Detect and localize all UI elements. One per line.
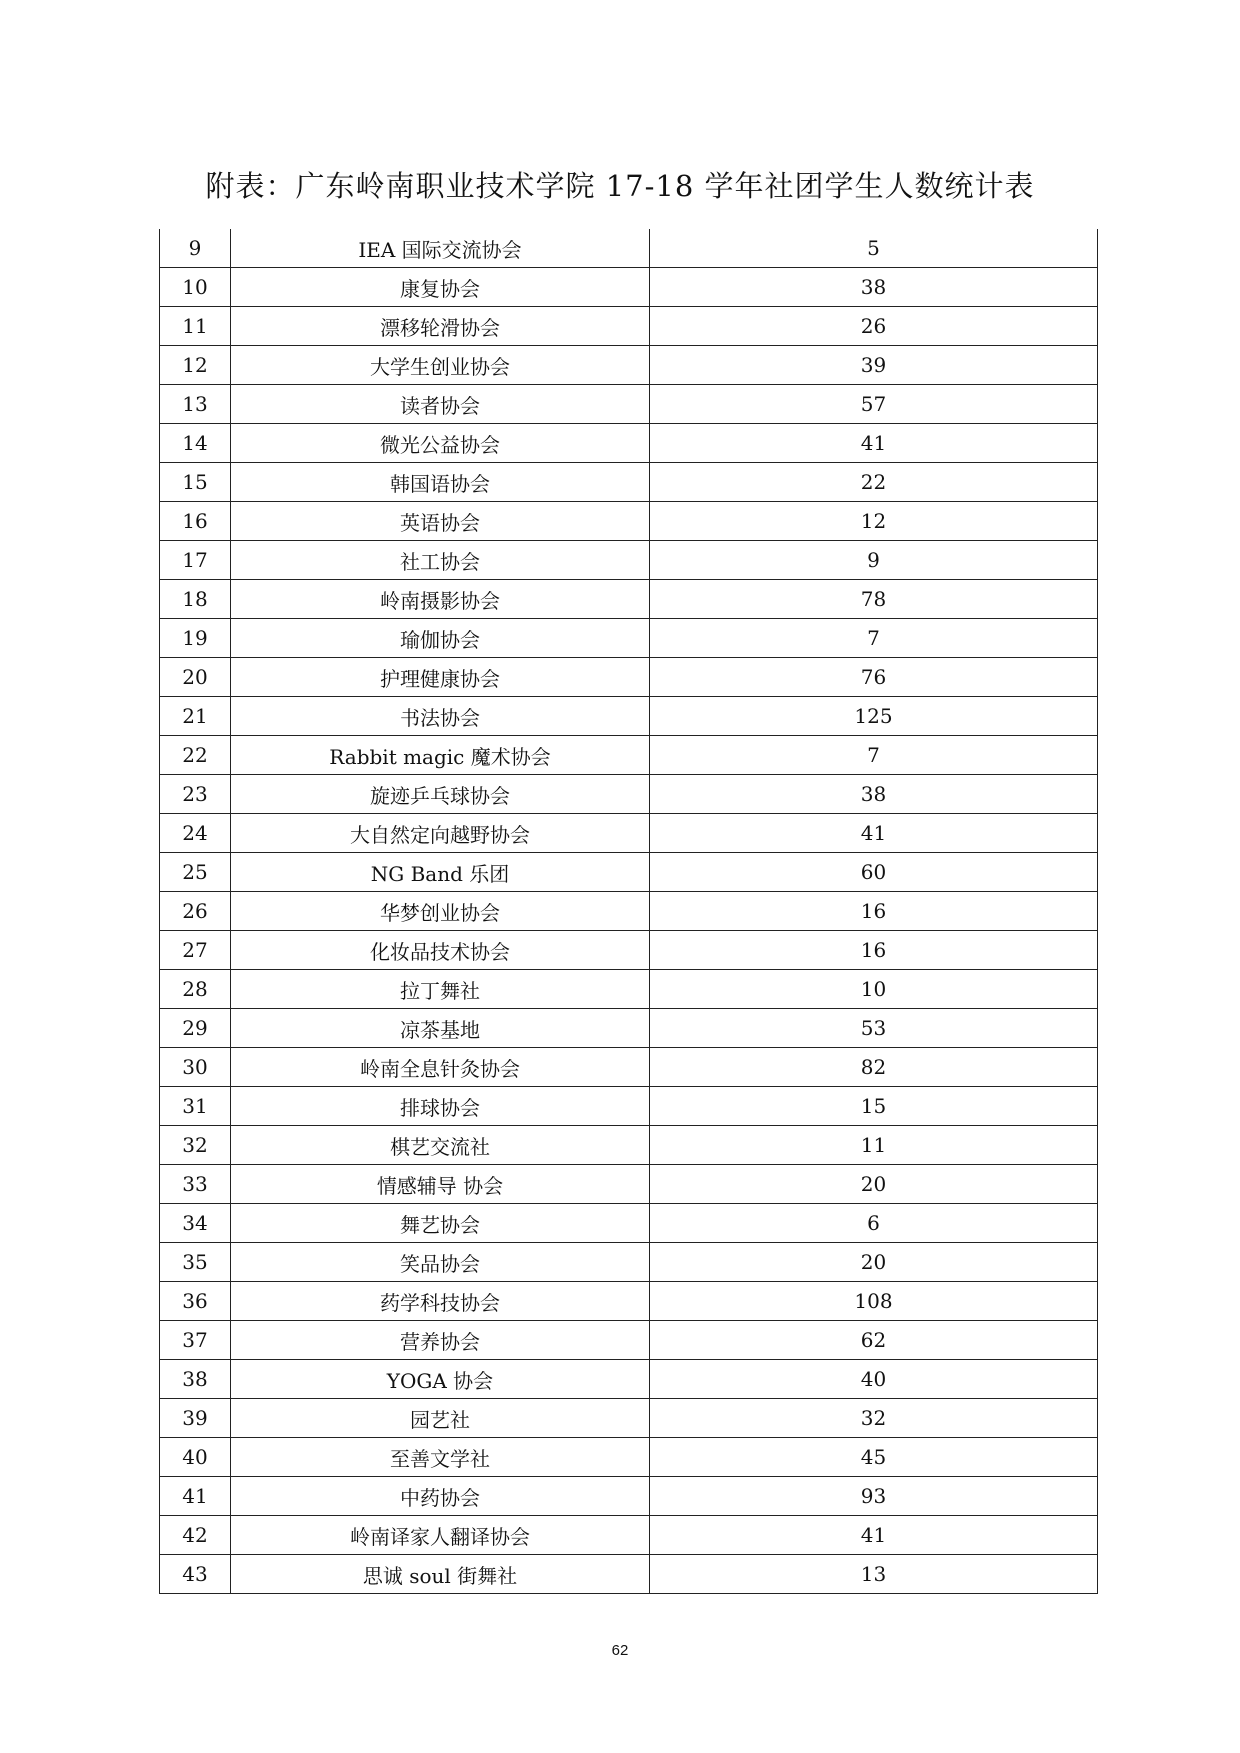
row-number-cell: 37 (160, 1321, 231, 1360)
row-number-cell: 27 (160, 931, 231, 970)
club-name-cell: IEA 国际交流协会 (231, 229, 650, 268)
club-name-cell: 韩国语协会 (231, 463, 650, 502)
member-count-cell: 32 (650, 1399, 1098, 1438)
row-number-cell: 24 (160, 814, 231, 853)
row-number-cell: 35 (160, 1243, 231, 1282)
table-row (160, 814, 1098, 853)
club-name-cell: NG Band 乐团 (231, 853, 650, 892)
club-name-cell: 护理健康协会 (231, 658, 650, 697)
member-count-cell: 57 (650, 385, 1098, 424)
table-row (160, 1360, 1098, 1399)
row-number-cell: 13 (160, 385, 231, 424)
table-row (160, 931, 1098, 970)
table-row (160, 1243, 1098, 1282)
member-count-cell: 38 (650, 268, 1098, 307)
member-count-cell: 11 (650, 1126, 1098, 1165)
member-count-cell: 38 (650, 775, 1098, 814)
page-number: 62 (611, 1642, 629, 1659)
row-number-cell: 18 (160, 580, 231, 619)
club-name-cell: 华梦创业协会 (231, 892, 650, 931)
page-title: 附表：广东岭南职业技术学院 17-18 学年社团学生人数统计表 (205, 169, 1035, 203)
member-count-cell: 40 (650, 1360, 1098, 1399)
row-number-cell: 22 (160, 736, 231, 775)
club-name-cell: Rabbit magic 魔术协会 (231, 736, 650, 775)
row-number-cell: 30 (160, 1048, 231, 1087)
row-number-cell: 20 (160, 658, 231, 697)
table-row (160, 775, 1098, 814)
club-name-cell: 瑜伽协会 (231, 619, 650, 658)
club-name-cell: 化妆品技术协会 (231, 931, 650, 970)
row-number-cell: 32 (160, 1126, 231, 1165)
row-number-cell: 17 (160, 541, 231, 580)
row-number-cell: 9 (160, 229, 231, 268)
club-name-cell: 康复协会 (231, 268, 650, 307)
table-row (160, 892, 1098, 931)
table-row (160, 541, 1098, 580)
member-count-cell: 108 (650, 1282, 1098, 1321)
member-count-cell: 45 (650, 1438, 1098, 1477)
row-number-cell: 12 (160, 346, 231, 385)
row-number-cell: 42 (160, 1516, 231, 1555)
row-number-cell: 10 (160, 268, 231, 307)
club-name-cell: 拉丁舞社 (231, 970, 650, 1009)
row-number-cell: 39 (160, 1399, 231, 1438)
row-number-cell: 11 (160, 307, 231, 346)
table-row (160, 853, 1098, 892)
member-count-cell: 62 (650, 1321, 1098, 1360)
table-row (160, 1087, 1098, 1126)
club-name-cell: 思诚 soul 街舞社 (231, 1555, 650, 1594)
table-row (160, 385, 1098, 424)
row-number-cell: 34 (160, 1204, 231, 1243)
club-name-cell: 舞艺协会 (231, 1204, 650, 1243)
member-count-cell: 78 (650, 580, 1098, 619)
row-number-cell: 15 (160, 463, 231, 502)
row-number-cell: 16 (160, 502, 231, 541)
table-row (160, 229, 1098, 268)
table-row (160, 1555, 1098, 1594)
table-row (160, 580, 1098, 619)
member-count-cell: 16 (650, 931, 1098, 970)
club-name-cell: 微光公益协会 (231, 424, 650, 463)
member-count-cell: 22 (650, 463, 1098, 502)
member-count-cell: 15 (650, 1087, 1098, 1126)
table-row (160, 1516, 1098, 1555)
table-body (160, 229, 1098, 1594)
member-count-cell: 41 (650, 814, 1098, 853)
row-number-cell: 43 (160, 1555, 231, 1594)
table-row (160, 658, 1098, 697)
club-name-cell: 社工协会 (231, 541, 650, 580)
member-count-cell: 7 (650, 619, 1098, 658)
member-count-cell: 20 (650, 1165, 1098, 1204)
member-count-cell: 60 (650, 853, 1098, 892)
row-number-cell: 28 (160, 970, 231, 1009)
club-name-cell: 排球协会 (231, 1087, 650, 1126)
member-count-cell: 41 (650, 424, 1098, 463)
table-row (160, 502, 1098, 541)
member-count-cell: 10 (650, 970, 1098, 1009)
row-number-cell: 19 (160, 619, 231, 658)
club-name-cell: 岭南译家人翻译协会 (231, 1516, 650, 1555)
table-row (160, 424, 1098, 463)
club-name-cell: 棋艺交流社 (231, 1126, 650, 1165)
row-number-cell: 23 (160, 775, 231, 814)
table-row (160, 697, 1098, 736)
club-name-cell: 笑品协会 (231, 1243, 650, 1282)
member-count-cell: 20 (650, 1243, 1098, 1282)
club-name-cell: 中药协会 (231, 1477, 650, 1516)
member-count-cell: 41 (650, 1516, 1098, 1555)
club-name-cell: 旋迹乒乓球协会 (231, 775, 650, 814)
member-count-cell: 93 (650, 1477, 1098, 1516)
club-name-cell: 岭南全息针灸协会 (231, 1048, 650, 1087)
member-count-cell: 76 (650, 658, 1098, 697)
member-count-cell: 7 (650, 736, 1098, 775)
row-number-cell: 40 (160, 1438, 231, 1477)
member-count-cell: 6 (650, 1204, 1098, 1243)
table-row (160, 307, 1098, 346)
row-number-cell: 21 (160, 697, 231, 736)
row-number-cell: 31 (160, 1087, 231, 1126)
member-count-cell: 9 (650, 541, 1098, 580)
club-name-cell: 读者协会 (231, 385, 650, 424)
table-row (160, 268, 1098, 307)
club-name-cell: 凉茶基地 (231, 1009, 650, 1048)
row-number-cell: 33 (160, 1165, 231, 1204)
row-number-cell: 41 (160, 1477, 231, 1516)
row-number-cell: 25 (160, 853, 231, 892)
club-name-cell: 营养协会 (231, 1321, 650, 1360)
member-count-cell: 13 (650, 1555, 1098, 1594)
club-name-cell: 大自然定向越野协会 (231, 814, 650, 853)
club-name-cell: 书法协会 (231, 697, 650, 736)
club-name-cell: 英语协会 (231, 502, 650, 541)
club-name-cell: YOGA 协会 (231, 1360, 650, 1399)
club-name-cell: 岭南摄影协会 (231, 580, 650, 619)
club-name-cell: 大学生创业协会 (231, 346, 650, 385)
row-number-cell: 38 (160, 1360, 231, 1399)
member-count-cell: 82 (650, 1048, 1098, 1087)
row-number-cell: 26 (160, 892, 231, 931)
table-row (160, 346, 1098, 385)
table-row (160, 736, 1098, 775)
row-number-cell: 14 (160, 424, 231, 463)
row-number-cell: 29 (160, 1009, 231, 1048)
member-count-cell: 26 (650, 307, 1098, 346)
member-count-cell: 125 (650, 697, 1098, 736)
club-name-cell: 漂移轮滑协会 (231, 307, 650, 346)
club-statistics-table (159, 229, 1098, 1594)
club-name-cell: 情感辅导 协会 (231, 1165, 650, 1204)
table-row (160, 1009, 1098, 1048)
club-name-cell: 园艺社 (231, 1399, 650, 1438)
club-name-cell: 药学科技协会 (231, 1282, 650, 1321)
member-count-cell: 5 (650, 229, 1098, 268)
row-number-cell: 36 (160, 1282, 231, 1321)
club-name-cell: 至善文学社 (231, 1438, 650, 1477)
table-row (160, 1204, 1098, 1243)
table-row (160, 1165, 1098, 1204)
table-row (160, 619, 1098, 658)
member-count-cell: 39 (650, 346, 1098, 385)
table-row (160, 1126, 1098, 1165)
table-row (160, 1282, 1098, 1321)
member-count-cell: 16 (650, 892, 1098, 931)
table-row (160, 1048, 1098, 1087)
table-row (160, 1399, 1098, 1438)
table-row (160, 1438, 1098, 1477)
table-row (160, 463, 1098, 502)
table-row (160, 1321, 1098, 1360)
member-count-cell: 53 (650, 1009, 1098, 1048)
table-row (160, 1477, 1098, 1516)
member-count-cell: 12 (650, 502, 1098, 541)
table-row (160, 970, 1098, 1009)
